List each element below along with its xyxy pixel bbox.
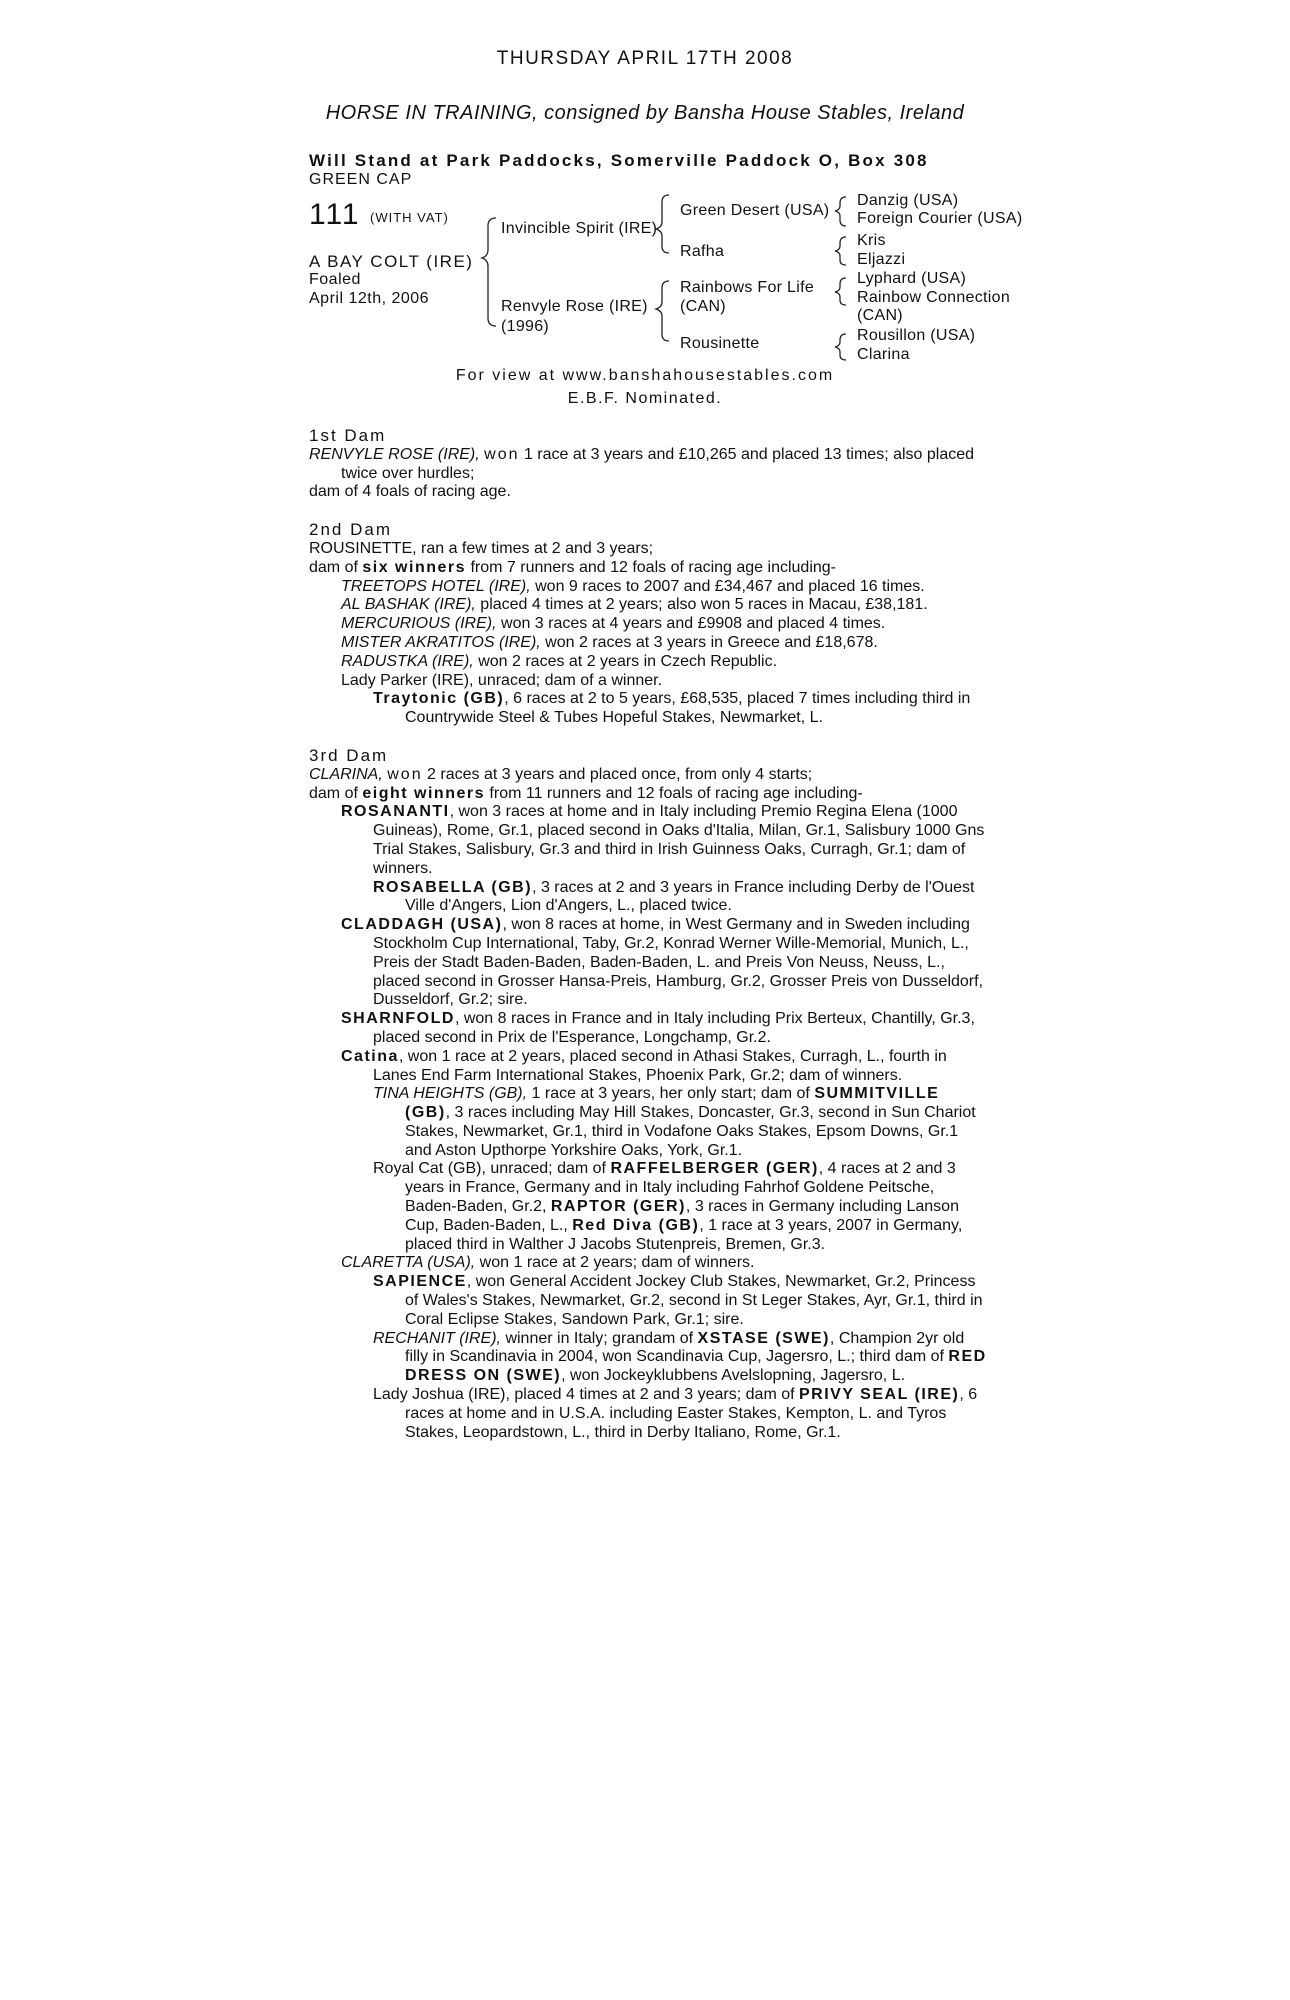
cap-color: GREEN CAP — [309, 171, 413, 188]
third-dam-heading: 3rd Dam — [309, 745, 389, 765]
produce-entry: Traytonic (GB), 6 races at 2 to 5 years, £68,535, placed 7 times including third in Countrywide Steel & Tubes Hopeful Stakes, Newmarket, L. — [373, 690, 971, 727]
ggp-8: Clarina — [857, 346, 910, 363]
produce-entry: Catina, won 1 race at 2 years, placed second in Athasi Stakes, Curragh, L., fourth in Lanes End Farm International Stakes, Phoenix Park, Gr.2; dam of winners. — [341, 1047, 947, 1084]
consignment-line: HORSE IN TRAINING, consigned by Bansha House Stables, Ireland — [325, 102, 965, 124]
ggp-3: Kris — [857, 232, 886, 249]
ggp-1: Danzig (USA) — [857, 192, 959, 209]
winners-count: eight winners — [362, 784, 485, 802]
foaled-date: April 12th, 2006 — [309, 290, 430, 307]
second-dam-produce: dam of six winners from 7 runners and 12 foals of racing age including- — [309, 558, 837, 576]
produce-entry: AL BASHAK (IRE), placed 4 times at 2 years; also won 5 races in Macau, £38,181. — [341, 596, 928, 614]
first-dam-heading: 1st Dam — [309, 426, 387, 445]
produce-entry: CLARETTA (USA), won 1 race at 2 years; dam of winners. — [341, 1254, 755, 1272]
dam-sire-line2: (CAN) — [680, 298, 726, 315]
first-dam-produce: dam of 4 foals of racing age. — [309, 483, 511, 501]
pedigree-brackets — [0, 0, 1290, 380]
ggp-5: Lyphard (USA) — [857, 270, 967, 287]
first-dam-record — [309, 446, 989, 484]
ggp-6b: (CAN) — [857, 307, 903, 324]
sire: Invincible Spirit (IRE) — [501, 220, 658, 237]
winners-count: six winners — [362, 558, 467, 576]
produce-entry: TINA HEIGHTS (GB), 1 race at 3 years, her only start; dam of SUMMITVILLE (GB), 3 races including May Hill Stakes, Doncaster, Gr.3, second in Sun Chariot Stakes, Newmarket, Gr.1, third in Vodafone Oaks Stakes, Epsom Downs, Gr.1 and Aston Upthorpe Yorkshire Oaks, York, Gr.1. — [373, 1085, 976, 1159]
produce-entry: ROSANANTI, won 3 races at home and in Italy including Premio Regina Elena (1000 Guineas), Rome, Gr.1, placed second in Oaks d'Italia, Milan, Gr.1, Salisbury 1000 Gns Trial Stakes, Salisbury, Gr.3 and third in Irish Guinness Oaks, Curragh, Gr.1; dam of winners. — [341, 803, 985, 877]
vat-label: (WITH VAT) — [370, 210, 449, 225]
sire-sire: Green Desert (USA) — [680, 202, 830, 219]
lot-number: 111 — [309, 198, 361, 231]
ggp-6a: Rainbow Connection — [857, 289, 1011, 306]
third-dam-produce: dam of eight winners from 11 runners and 12 foals of racing age including- — [309, 784, 863, 802]
horse-description: A BAY COLT (IRE) — [309, 252, 474, 271]
second-dam-heading: 2nd Dam — [309, 520, 392, 540]
produce-entry: MERCURIOUS (IRE), won 3 races at 4 years and £9908 and placed 4 times. — [341, 615, 886, 633]
ggp-7: Rousillon (USA) — [857, 327, 976, 344]
dam-sire-line1: Rainbows For Life — [680, 279, 815, 296]
ggp-2: Foreign Courier (USA) — [857, 210, 1023, 227]
produce-entry: ROSABELLA (GB), 3 races at 2 and 3 years in France including Derby de l'Ouest Ville d'Angers, Lion d'Angers, L., placed twice. — [373, 878, 975, 915]
produce-entry: CLADDAGH (USA), won 8 races at home, in West Germany and in Sweden including Stockholm Cup International, Taby, Gr.2, Konrad Werner Wille-Memorial, Munich, L., Preis der Stadt Baden-Baden, Baden-Baden, L. and Preis Von Neuss, Neuss, L., placed second in Grosser Hansa-Preis, Hamburg, Gr.2, Grosser Preis von Dusseldorf, Dusseldorf, Gr.2; sire. — [341, 916, 984, 1009]
produce-entry: RADUSTKA (IRE), won 2 races at 2 years in Czech Republic. — [341, 652, 778, 670]
ebf-line: E.B.F. Nominated. — [567, 390, 723, 407]
produce-entry: Lady Joshua (IRE), placed 4 times at 2 and 3 years; dam of PRIVY SEAL (IRE), 6 races at home and in U.S.A. including Easter Stakes, Kempton, L. and Tyros Stakes, Leopardstown, L., third in Derby Italiano, Rome, Gr.1. — [373, 1386, 978, 1441]
produce-entry: SHARNFOLD, won 8 races in France and in Italy including Prix Berteux, Chantilly, Gr.3, placed second in Prix de l'Esperance, Longchamp, Gr.2. — [341, 1010, 975, 1046]
ggp-4: Eljazzi — [857, 251, 906, 268]
first-dam-name: RENVYLE ROSE (IRE), — [309, 445, 480, 463]
second-dam-record: ROUSINETTE, ran a few times at 2 and 3 years; — [309, 539, 654, 557]
catalogue-body — [309, 427, 989, 1442]
produce-entry: MISTER AKRATITOS (IRE), won 2 races at 3 years in Greece and £18,678. — [341, 633, 878, 651]
third-dam-record: CLARINA, won 2 races at 3 years and placed once, from only 4 starts; — [309, 765, 813, 783]
dam-dam: Rousinette — [680, 335, 760, 352]
produce-entry: TREETOPS HOTEL (IRE), won 9 races to 2007 and £34,467 and placed 16 times. — [341, 577, 925, 595]
dam: Renvyle Rose (IRE) — [501, 298, 648, 315]
stand-location: Will Stand at Park Paddocks, Somerville Paddock O, Box 308 — [309, 151, 929, 170]
produce-entry: RECHANIT (IRE), winner in Italy; grandam of XSTASE (SWE), Champion 2yr old filly in Scandinavia in 2004, won Scandinavia Cup, Jagersro, L.; third dam of RED DRESS ON (SWE), won Jockeyklubbens Avelslopning, Jagersro, L. — [373, 1329, 987, 1385]
sale-dateline: THURSDAY APRIL 17TH 2008 — [496, 48, 794, 69]
first-dam-text: 1 race at 3 years and £10,265 and placed 13 times; also placed twice over hurdles; — [341, 445, 975, 482]
produce-entry: SAPIENCE, won General Accident Jockey Club Stakes, Newmarket, Gr.2, Princess of Wales's Stakes, Newmarket, Gr.2, second in St Leger Stakes, Ayr, Gr.1, third in Coral Eclipse Stakes, Sandown Park, Gr.1; sire. — [373, 1273, 983, 1328]
produce-entry: Lady Parker (IRE), unraced; dam of a winner. — [341, 671, 663, 689]
produce-entry: Royal Cat (GB), unraced; dam of RAFFELBERGER (GER), 4 races at 2 and 3 years in France, Germany and in Italy including Fahrhof Goldene Peitsche, Baden-Baden, Gr.2, RAPTOR (GER), 3 races in Germany including Lanson Cup, Baden-Baden, L., Red Diva (GB), 1 race at 3 years, 2007 in Germany, placed third in Walther J Jacobs Stutenpreis, Bremen, Gr.3. — [373, 1160, 963, 1253]
foaled-label: Foaled — [309, 271, 361, 288]
website-line: For view at www.banshahousestables.com — [455, 367, 835, 384]
sire-dam: Rafha — [680, 243, 725, 260]
won-word: won — [484, 445, 520, 463]
dam-year: (1996) — [501, 318, 550, 335]
